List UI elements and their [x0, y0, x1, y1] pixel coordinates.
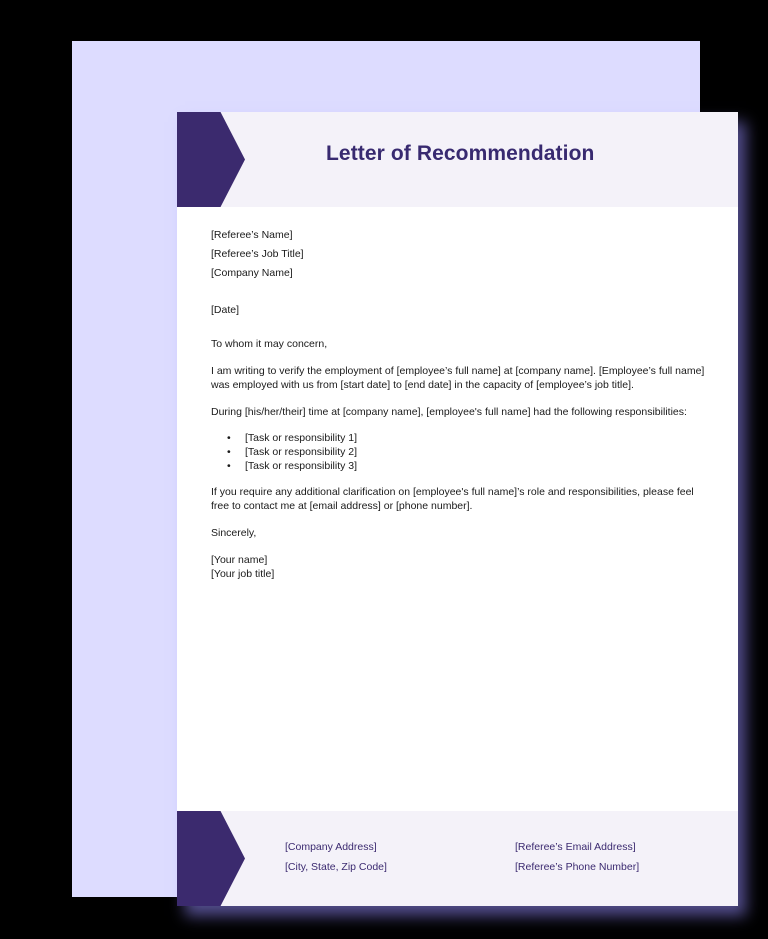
responsibility-list [211, 431, 711, 473]
preview-frame [72, 41, 705, 897]
salutation: To whom it may concern, [211, 338, 328, 350]
company-name: [Company Name] [211, 267, 293, 279]
header-band [177, 112, 738, 207]
company-address: [Company Address] [285, 841, 377, 853]
signature-name: [Your name] [211, 554, 268, 566]
footer-band [177, 811, 738, 906]
footer-address-block [285, 837, 387, 877]
referee-name: [Referee’s Name] [211, 229, 293, 241]
chevron-decoration-icon [177, 112, 245, 207]
city-state-zip: [City, State, Zip Code] [285, 861, 387, 873]
paragraph-responsibilities: During [his/her/their] time at [company name], [employee's full name] had the following responsibilities: [211, 406, 687, 418]
list-item: • [Task or responsibility 1] [227, 431, 711, 445]
footer-contact-block [515, 837, 639, 877]
referee-job-title: [Referee’s Job Title] [211, 248, 304, 260]
chevron-decoration-icon [177, 811, 245, 906]
referee-phone: [Referee’s Phone Number] [515, 861, 640, 873]
paragraph-contact: If you require any additional clarification on [employee's full name]’s role and responsibilities, please feel free to contact me at [email address] or [phone number]. [211, 486, 694, 512]
page-title: Letter of Recommendation [326, 142, 595, 165]
list-item: • [Task or responsibility 3] [227, 459, 711, 473]
letter-page [177, 112, 738, 906]
list-item: • [Task or responsibility 2] [227, 445, 711, 459]
letter-body [211, 228, 711, 581]
signature-job-title: [Your job title] [211, 568, 275, 580]
date: [Date] [211, 304, 240, 316]
closing: Sincerely, [211, 527, 257, 539]
referee-email: [Referee’s Email Address] [515, 841, 636, 853]
paragraph-employment: I am writing to verify the employment of [employee’s full name] at [company name]. [Employee’s full name] was employed with us from [start date] to [end date] in the capacity of [employee’s job title]. [211, 365, 705, 391]
